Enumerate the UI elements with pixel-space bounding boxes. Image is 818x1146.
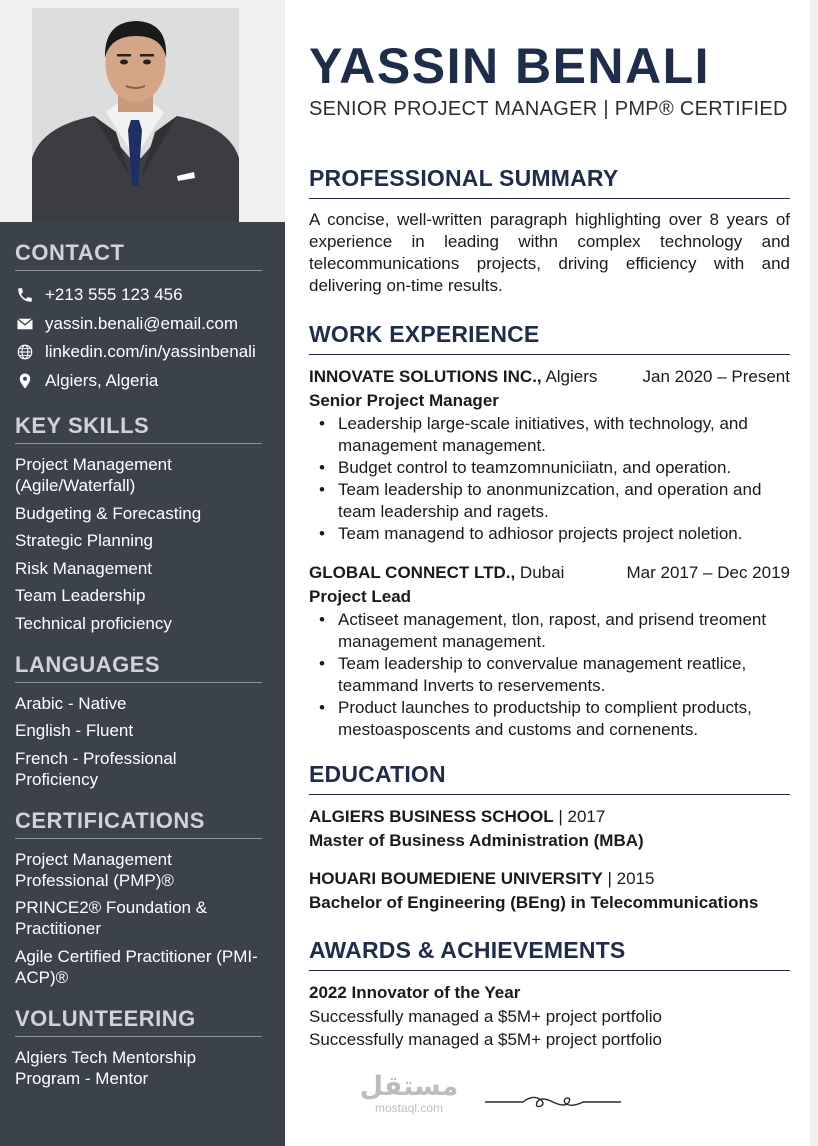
job-bullet: • Budget control to teamzomnuniciiatn, and operation. [319,457,790,479]
skill-item: Budgeting & Forecasting [15,503,202,523]
skills-heading: KEY SKILLS [15,413,262,444]
watermark-latin: mostaql.com [374,1101,444,1115]
job-bullet: • Product launches to productship to complient products, mestoasposcents and customs and cornenents. [319,697,790,741]
sidebar [0,0,285,1146]
certification-item: PRINCE2® Foundation & Practitioner [15,898,208,938]
volunteering-section [15,1006,263,1089]
education-entry [309,867,790,915]
summary-section [309,165,790,297]
email-text: yassin.benali@email.com [45,313,239,333]
candidate-subtitle: SENIOR PROJECT MANAGER | PMP® CERTIFIED [309,98,788,120]
certifications-section [15,808,263,988]
watermark-arabic: مستقل [359,1071,459,1102]
profile-photo [32,8,239,224]
awards-heading: AWARDS & ACHIEVEMENTS [309,937,790,971]
location-text: Algiers, Algeria [45,370,159,390]
job-role: Senior Project Manager [309,391,499,410]
contact-email [15,310,263,339]
phone-text: +213 555 123 456 [45,285,183,305]
contact-location [15,367,263,396]
education-school: HOUARI BOUMEDIENE UNIVERSITY [309,869,603,888]
job-company: GLOBAL CONNECT LTD., [309,563,516,582]
volunteering-heading: VOLUNTEERING [15,1006,262,1037]
education-heading: EDUCATION [309,761,790,795]
sidebar-panel [0,222,285,1146]
location-pin-icon [15,371,35,391]
contact-linkedin [15,338,263,367]
summary-text: A concise, well-written paragraph highlighting over 8 years of experience in leading withn complex technology and telecommunications projects, driving efficiency with and delivering on-time results. [309,210,790,295]
award-title: 2022 Innovator of the Year [309,983,521,1002]
language-item: French - Professional Proficiency [15,748,177,789]
job-entry [309,561,790,741]
candidate-name: YASSIN BENALI [309,38,711,94]
language-item: Arabic - Native [15,693,127,713]
flourish-ornament-icon [483,1090,623,1114]
awards-section [309,937,790,1051]
languages-section [15,652,263,790]
linkedin-text: linkedin.com/in/yassinbenali [45,342,256,362]
skill-item: Team Leadership [15,586,146,605]
award-line: Successfully managed a $5M+ project portfolio [309,1007,662,1026]
skill-item: Strategic Planning [15,531,153,550]
skill-item: Risk Management [15,558,153,578]
envelope-icon [15,314,35,334]
job-bullet: • Leadership large-scale initiatives, with technology, and management management. [319,413,790,457]
certification-item: Project Management Professional (PMP)® [15,849,174,890]
education-degree: Bachelor of Engineering (BEng) in Telecommunications [309,893,759,912]
globe-icon [15,342,35,362]
language-item: English - Fluent [15,721,134,740]
skills-section [15,413,263,634]
job-location: Dubai [515,563,565,582]
job-bullet: • Team leadership to anonmunizcation, and operation and team leadership and ragets. [319,479,790,523]
mostaql-watermark [357,1072,461,1114]
job-bullet: • Team managend to adhiosor projects project noletion. [319,523,790,545]
certification-item: Agile Certified Practitioner (PMI-ACP)® [15,946,258,987]
skill-item: Technical proficiency [15,613,172,633]
volunteering-item: Algiers Tech Mentorship Program - Mentor [15,1047,197,1088]
contact-phone [15,281,263,310]
certifications-heading: CERTIFICATIONS [15,808,262,839]
job-bullet: • Team leadership to convervalue management reatlice, teammand Inverts to reservements. [319,653,790,697]
job-company: INNOVATE SOLUTIONS INC., [309,367,542,386]
skill-item: Project Management (Agile/Waterfall) [15,455,172,495]
education-year: | 2015 [602,869,655,888]
experience-heading: WORK EXPERIENCE [309,321,790,355]
job-role: Project Lead [309,587,412,606]
job-dates: Mar 2017 – Dec 2019 [626,563,790,582]
contact-heading: CONTACT [15,240,262,271]
award-line: Successfully managed a $5M+ project portfolio [309,1030,662,1049]
experience-section [309,321,790,741]
education-entry [309,805,790,853]
contact-section [15,240,263,395]
job-entry [309,365,790,545]
education-section [309,761,790,915]
education-school: ALGIERS BUSINESS SCHOOL [309,807,554,826]
education-year: | 2017 [553,807,606,826]
phone-icon [15,285,35,305]
job-bullet: • Actiseet management, tlon, rapost, and prisend treoment management management. [319,609,790,653]
languages-heading: LANGUAGES [15,652,262,683]
summary-heading: PROFESSIONAL SUMMARY [309,165,790,199]
job-dates: Jan 2020 – Present [642,367,790,386]
education-degree: Master of Business Administration (MBA) [309,831,644,850]
job-location: Algiers [541,367,598,386]
main-content [285,0,810,1146]
